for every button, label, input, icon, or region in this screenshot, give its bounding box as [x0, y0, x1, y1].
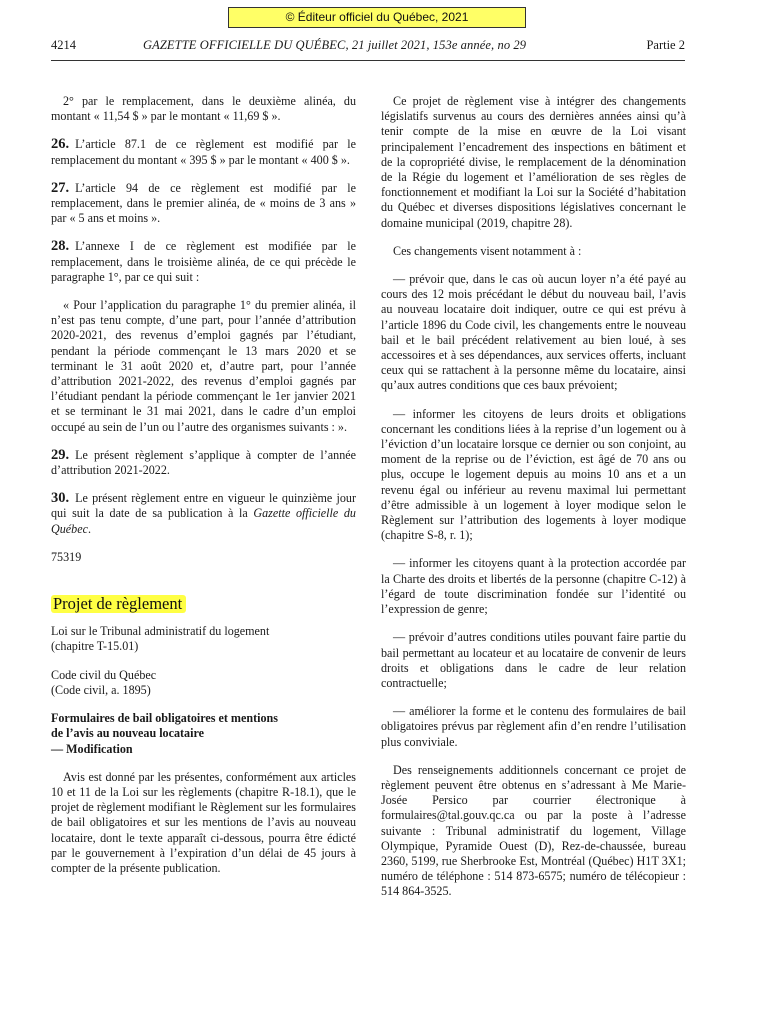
page-header: [51, 38, 685, 56]
article-text: L’annexe I de ce règlement est modifiée par le remplacement, dans le troisième alinéa, de ce qui précède le paragraphe 1°, par ce qui suit :: [51, 239, 356, 284]
change-item: — prévoir que, dans le cas où aucun loyer n’a été payé au cours des 12 mois précédant le début du nouveau bail, l’avis au nouveau locataire doit indiquer, outre ce qui est prévu à l’article 1896 du Code civil, les changements entre le nouveau bail et le bail précédent relativement au bien loué, à ses accessoires et à ses dépendances, aux services offerts, incluant ceux qui se rattachent à la personne même du locataire, ainsi qu’aux autres conditions que ces baux prévoient;: [381, 272, 686, 393]
section-title: Projet de règlement: [51, 595, 186, 613]
change-item: — informer les citoyens de leurs droits et obligations concernant les conditions liées à la reprise d’un logement ou à l’éviction d’un locataire lorsque ce dernier ou son conjoint, au moment de la reprise ou de l’éviction, est âgé de 70 ans ou plus, occupe le logement depuis au moins 10 ans et a un revenu égal ou inférieur au revenu maximal lui permettant d’être admissible à un logement à loyer modique selon le Règlement sur l’attribution des logements à loyer modique (chapitre S-8, r. 1);: [381, 406, 686, 543]
article-29: [51, 448, 356, 478]
article-text: L’article 87.1 de ce règlement est modifié par le remplacement du montant « 395 $ » par le montant « 400 $ ».: [51, 137, 356, 167]
left-column: [51, 94, 356, 889]
law-title: Loi sur le Tribunal administratif du logement: [51, 624, 270, 639]
change-item: — améliorer la forme et le contenu des formulaires de bail obligatoires prévus par règlement afin d’en rendre l’utilisation plus conviviale.: [381, 704, 686, 749]
changes-intro: Ces changements visent notamment à :: [393, 243, 582, 258]
page-number: 4214: [51, 38, 76, 52]
notice-paragraph: Avis est donné par les présentes, conformément aux articles 10 et 11 de la Loi sur les règlements (chapitre R-18.1), que le projet de règlement modifiant le Règlement sur les formulaires de bail obligatoires et sur les mentions de l’avis au nouveau locataire, dont le texte apparaît ci-dessous, pourra être édicté par le gouvernement à l’expiration d’un délai de 45 jours à compter de la présente publication.: [51, 769, 356, 875]
publication-title: GAZETTE OFFICIELLE DU QUÉBEC, 21 juillet 2021, 153e année, no 29: [143, 38, 527, 52]
article-number: 28.: [51, 238, 70, 255]
change-item: — prévoir d’autres conditions utiles pouvant faire partie du bail permettant au locateur et au locataire de convenir de leurs droits et obligations dans le cadre de leur relation contractuelle;: [381, 630, 686, 690]
article-30: [51, 491, 356, 537]
law-reference-1: [51, 624, 356, 654]
article-text-end: .: [87, 521, 91, 536]
law-title: Code civil du Québec: [51, 667, 157, 682]
article-text: L’article 94 de ce règlement est modifié par le remplacement, dans le premier alinéa, de « moins de 3 ans » par « 5 ans et moins ».: [51, 180, 356, 226]
law-chapter: (chapitre T-15.01): [51, 639, 139, 654]
article-27: [51, 181, 356, 227]
reference-number: 75319: [51, 549, 82, 564]
article-number: 26.: [51, 136, 70, 153]
subject-line: Formulaires de bail obligatoires et mentions: [51, 711, 278, 726]
subject-line: de l’avis au nouveau locataire: [51, 726, 204, 741]
right-column: [381, 94, 686, 913]
contact-paragraph: Des renseignements additionnels concernant ce projet de règlement peuvent être obtenus en s’adressant à Me Marie-Josée Persico par courrier électronique à formulaires@tal.gouv.qc.ca ou par la poste à l’adresse suivante : Tribunal administratif du logement, Village Olympique, Pyramide Ouest (D), Rez-de-chaussée, bureau 2360, 5199, rue Sherbrooke Est, Montréal (Québec) H1T 3X1; numéro de téléphone : 514 873-6575; numéro de télécopieur : 514 864-3525.: [381, 762, 686, 899]
law-chapter: (Code civil, a. 1895): [51, 682, 151, 697]
regulation-subject: [51, 711, 356, 757]
law-reference-2: [51, 668, 356, 698]
copyright-banner: © Éditeur officiel du Québec, 2021: [228, 7, 526, 28]
article-number: 30.: [51, 490, 70, 507]
article-28: [51, 239, 356, 285]
quoted-provision: « Pour l’application du paragraphe 1° du premier alinéa, il n’est pas tenu compte, d’une part, pour l’année d’attribution 2020-2021, des revenus d’emploi gagnés par l’étudiant, pendant la période commençant le 13 mars 2020 et se terminant le 31 août 2020 et, d’autre part, pour l’année d’attribution 2021-2022, des revenus d’emploi gagnés par l’étudiant pendant la période commençant le 1er janvier 2021 et se terminant le 31 mai 2021, dans le cadre d’un emploi occupé au sein de l’un ou l’autre des organismes suivants : ».: [51, 298, 356, 434]
article-text: Le présent règlement entre en vigueur le quinzième jour qui suit la date de sa publication à la: [51, 491, 356, 521]
gazette-name: Gazette officielle du Québec: [51, 506, 356, 536]
purpose-paragraph: Ce projet de règlement vise à intégrer des changements législatifs survenus au cours des dernières années ainsi qu’à tenir compte de la mise en œuvre de la Loi visant principalement l’encadrement des inspections en bâtiment et de la copropriété divise, le remplacement de la dénomination de la Régie du logement et l’amélioration de ses règles de fonctionnement et modifiant la Loi sur la Société d’habitation du Québec et diverses dispositions législatives concernant le domaine municipal (2019, chapitre 28).: [381, 94, 686, 230]
article-number: 29.: [51, 446, 70, 463]
article-number: 27.: [51, 179, 70, 196]
subject-line: — Modification: [51, 741, 133, 756]
change-item: — informer les citoyens quant à la protection accordée par la Charte des droits et libertés de la personne (chapitre C-12) à l’égard de toute discrimination fondée sur l’identité ou l’expression de genre;: [381, 556, 686, 617]
header-rule: [51, 60, 685, 61]
paragraph-amendment: 2° par le remplacement, dans le deuxième alinéa, du montant « 11,54 $ » par le montant « 11,69 $ ».: [51, 94, 356, 124]
article-text: Le présent règlement s’applique à compter de l’année d’attribution 2021-2022.: [51, 447, 356, 478]
article-26: [51, 137, 356, 167]
part-label: Partie 2: [646, 38, 685, 52]
